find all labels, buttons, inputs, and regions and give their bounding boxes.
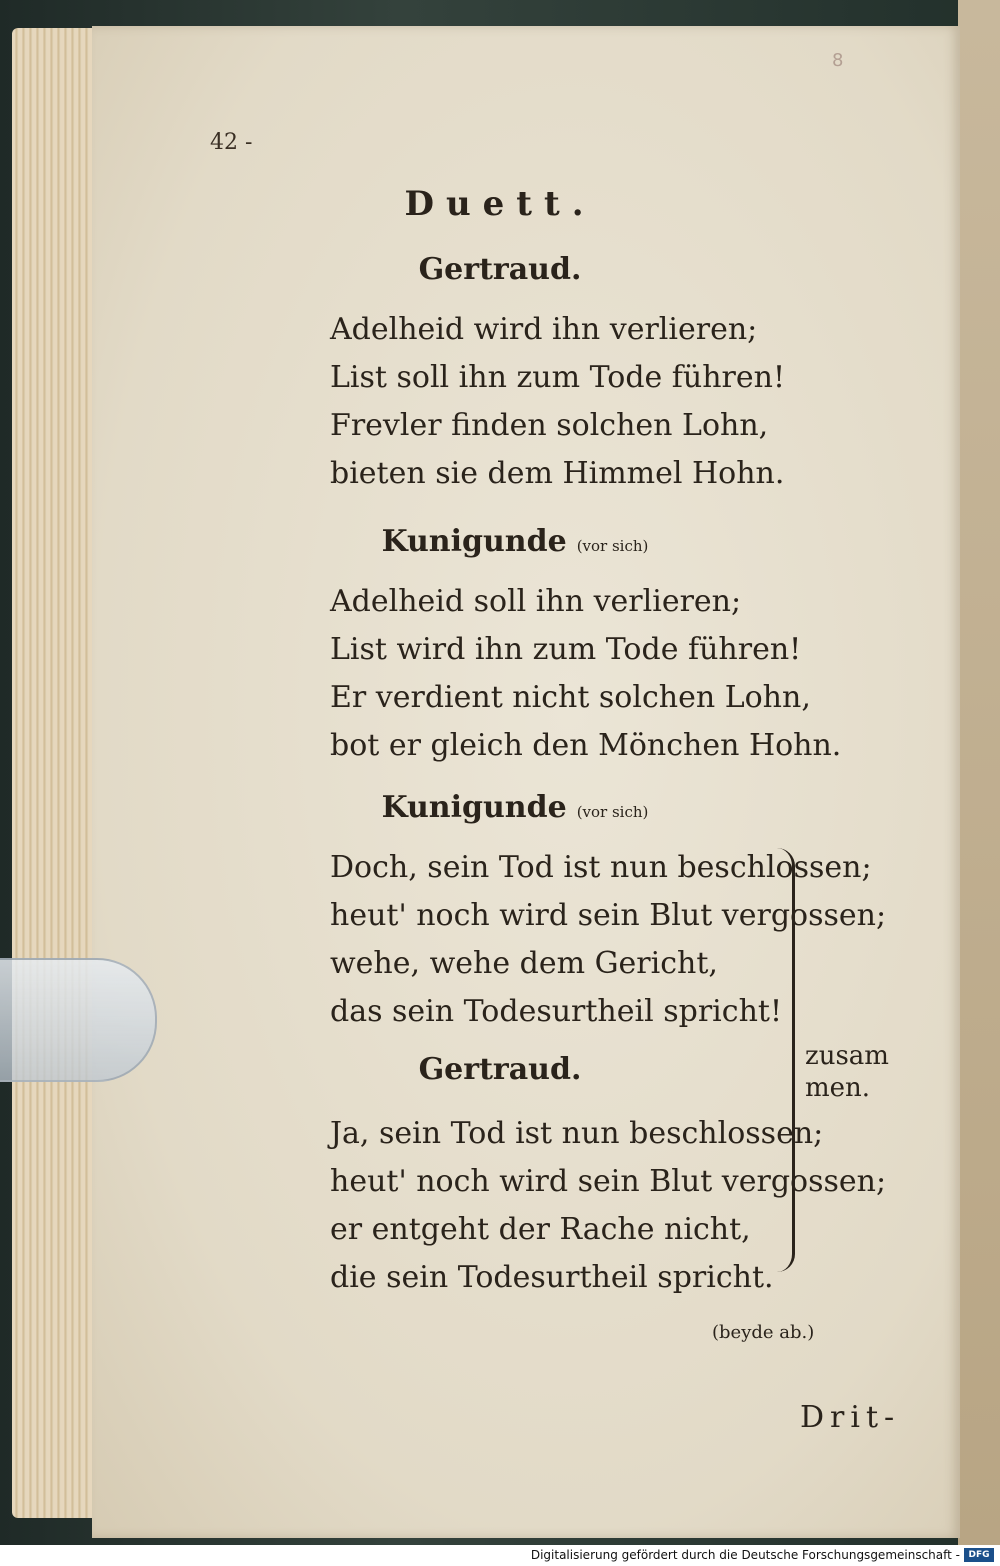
together-bracket [772,848,795,1272]
speaker-heading [0,252,1000,287]
speaker-heading [0,524,1000,559]
verse-line: Er verdient nicht solchen Lohn, [330,680,811,715]
verse-line: bot er gleich den Mönchen Hohn. [330,728,842,763]
verse-line: wehe, wehe dem Gericht, [330,946,718,981]
together-note [805,1040,889,1104]
verse-line: heut' noch wird sein Blut vergossen; [330,1164,887,1199]
next-page-edge [958,0,1000,1545]
verse-line: heut' noch wird sein Blut vergossen; [330,898,887,933]
pencil-mark: 8 [832,50,844,71]
catchword: Drit- [800,1400,901,1435]
speaker-name: Gertraud. [418,1052,582,1087]
verse-line: Ja, sein Tod ist nun beschlossen; [330,1116,824,1151]
speaker-heading [0,790,1000,825]
verse-line: die sein Todesurtheil spricht. [330,1260,774,1295]
dfg-logo: DFG [964,1548,994,1562]
verse-line: das sein Todesurtheil spricht! [330,994,783,1029]
verse-line: Adelheid wird ihn verlieren; [330,312,758,347]
verse-line: er entgeht der Rache nicht, [330,1212,751,1247]
verse-line: Frevler finden solchen Lohn, [330,408,769,443]
verse-line: Doch, sein Tod ist nun beschlossen; [330,850,872,885]
verse-line: Adelheid soll ihn verlieren; [330,584,742,619]
page-number: 42 - [210,130,253,155]
page-title: Duett. [404,184,596,224]
together-note-line: men. [805,1073,871,1103]
footer-bar [0,1545,1000,1566]
speaker-name: Kunigunde [381,790,567,825]
verse-line: List wird ihn zum Tode führen! [330,632,802,667]
speaker-name: Gertraud. [418,252,582,287]
verse-line: List soll ihn zum Tode führen! [330,360,786,395]
exit-direction: (beyde ab.) [712,1322,815,1343]
together-note-line: zusam [805,1041,889,1071]
verse-line: bieten sie dem Himmel Hohn. [330,456,785,491]
stage-direction: (vor sich) [576,803,649,821]
footer-credit: Digitalisierung gefördert durch die Deutsche Forschungsgemeinschaft - [530,1548,960,1562]
stage-direction: (vor sich) [576,537,649,555]
speaker-name: Kunigunde [381,524,567,559]
